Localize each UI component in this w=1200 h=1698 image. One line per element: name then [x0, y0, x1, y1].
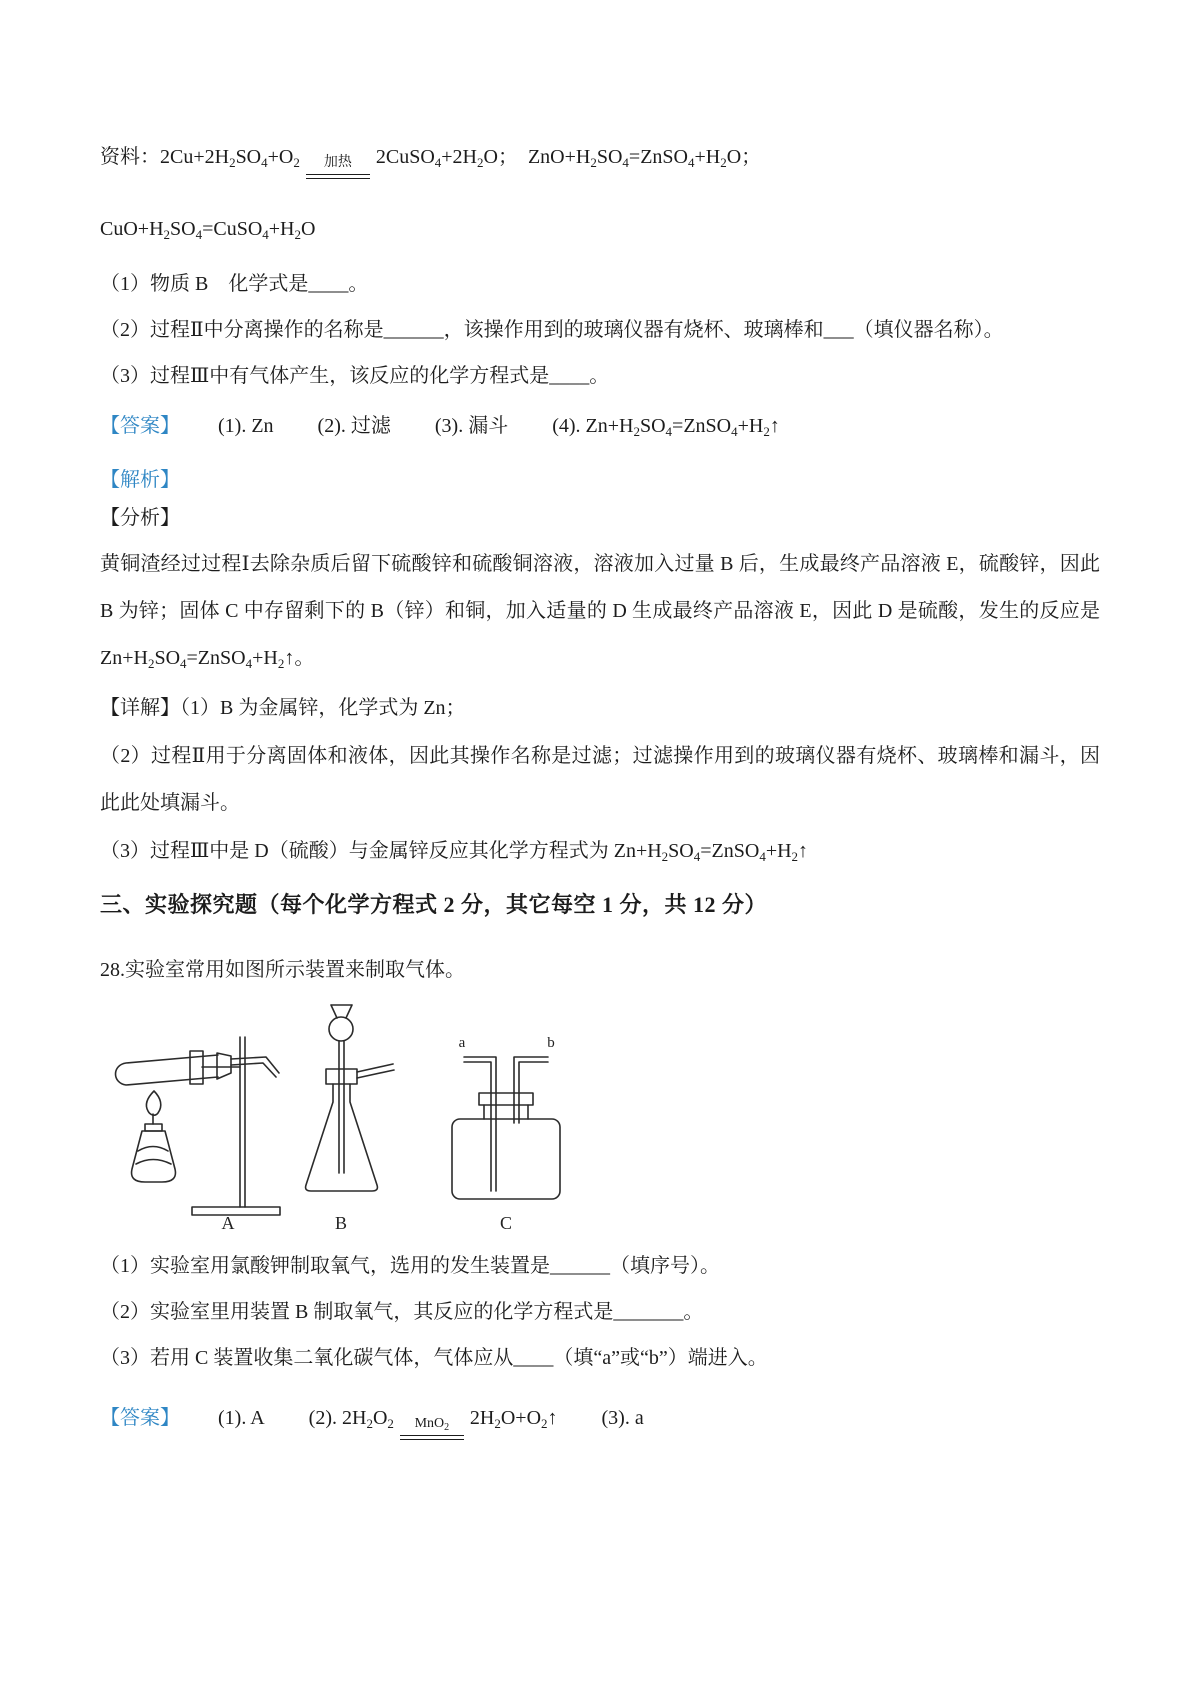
materials-equation-line: [100, 134, 1100, 180]
gas-bottle-stopper: [479, 1093, 533, 1105]
fenxi-label: 【分析】: [100, 507, 180, 529]
gas-bottle-body: [452, 1119, 560, 1199]
catalyst-condition-text: MnO$_2$: [414, 1416, 450, 1434]
port-a-label: a: [458, 1035, 466, 1052]
q28-stem: 28.实验室常用如图所示装置来制取气体。: [100, 959, 465, 982]
answer-item-2: [309, 1395, 558, 1441]
answer-item-1: (1). Zn: [218, 415, 274, 437]
q28-subquestion-1: （1）实验室用氯酸钾制取氧气，选用的发生装置是______（填序号）。: [100, 1255, 720, 1278]
fenxi-row: [100, 495, 1100, 541]
alcohol-lamp-body: [132, 1131, 176, 1182]
q28-answer-row: [100, 1395, 1100, 1441]
answer-item-1: (1). A: [218, 1407, 265, 1430]
apparatus-a: [116, 1037, 281, 1215]
jiexi-label: 【解析】: [100, 469, 180, 491]
flask-stopper: [326, 1069, 357, 1084]
q27-subquestion-3: （3）过程Ⅲ中有气体产生，该反应的化学方程式是____。: [100, 365, 610, 387]
q27-subquestion-1: （1）物质 B 化学式是____。: [100, 273, 369, 295]
q28-subquestion-2: （2）实验室里用装置 B 制取氧气，其反应的化学方程式是_______。: [100, 1301, 704, 1324]
answer-item-3: (3). a: [601, 1407, 644, 1430]
section-3-heading: 三、实验探究题（每个化学方程式 2 分，其它每空 1 分，共 12 分）: [100, 892, 768, 917]
equation-left: (2). $2H_2O_2$: [308, 1407, 394, 1432]
lamp-grain-line: [138, 1147, 168, 1152]
heated-equals-sign: [306, 155, 370, 179]
apparatus-c-label: C: [499, 1213, 513, 1234]
reaction-condition-text: 加热: [323, 155, 352, 170]
double-equals-line: [400, 1435, 464, 1440]
double-equals-line: [306, 174, 370, 179]
answer-item-2: (2). 过滤: [317, 415, 391, 437]
detail-paragraph-3: （3）过程Ⅲ中是 D（硫酸）与金属锌反应其化学方程式为 $Zn+H_2SO_4=ZnSO_4+H_2↑$: [100, 840, 809, 864]
mno2-equals-sign: [400, 1416, 464, 1440]
lamp-cap: [145, 1124, 162, 1131]
q28-subquestion-3: （3）若用 C 装置收集二氧化碳气体，气体应从____（填“a”或“b”）端进入。: [100, 1347, 768, 1370]
iron-stand-base: [192, 1207, 280, 1215]
lamp-grain-line: [136, 1160, 171, 1165]
answer-item-4: (4). $Zn+H_2SO_4=ZnSO_4+H_2↑$: [552, 415, 780, 439]
detail-paragraph-1: 【详解】（1）B 为金属锌，化学式为 Zn；: [100, 697, 466, 719]
thistle-funnel-mouth: [331, 1005, 352, 1018]
answer-item-3: (3). 漏斗: [434, 415, 509, 437]
materials-equation-suffix: $2CuSO_4+2H_2O$； $ZnO+H_2SO_4=ZnSO_4+H_2O$；: [375, 146, 762, 170]
detail-paragraph-2: （2）过程Ⅱ用于分离固体和液体，因此其操作名称是过滤；过滤操作用到的玻璃仪器有烧杯、玻璃棒和漏斗，因此此处填漏斗。: [100, 745, 1100, 814]
flame: [146, 1091, 160, 1115]
test-tube-stopper: [217, 1053, 231, 1079]
answer-label: 【答案】: [100, 1407, 180, 1430]
apparatus-figure-svg: [100, 1001, 620, 1233]
thistle-funnel-bulb: [329, 1017, 353, 1041]
equation-right: $2H_2O+O_2↑$: [469, 1407, 558, 1432]
apparatus-c: [452, 1057, 560, 1199]
equation-cuo: $CuO+H_2SO_4=CuSO_4+H_2O$: [100, 218, 316, 242]
analysis-paragraph: 黄铜渣经过过程Ⅰ去除杂质后留下硫酸锌和硫酸铜溶液，溶液加入过量 B 后，生成最终产品溶液 E，硫酸锌，因此 B 为锌；固体 C 中存留剩下的 B（锌）和铜，加入适量的 D 生成最终产品溶液 E，因此 D 是硫酸，发生的反应是 $Zn+H_2SO_4=ZnSO_4+H_2↑$。: [100, 553, 1100, 671]
apparatus-figure: [100, 1001, 1100, 1239]
materials-equation-prefix: 资料：$2Cu+2H_2SO_4+O_2$: [100, 146, 300, 170]
answer-label: 【答案】: [100, 415, 180, 437]
port-b-label: b: [547, 1035, 555, 1052]
apparatus-b: [306, 1005, 394, 1191]
apparatus-b-label: B: [334, 1213, 348, 1234]
conical-flask: [306, 1084, 378, 1191]
q27-answer-row: [100, 403, 1100, 449]
q27-subquestion-2: （2）过程Ⅱ中分离操作的名称是______，该操作用到的玻璃仪器有烧杯、玻璃棒和___（填仪器名称）。: [100, 319, 1004, 341]
apparatus-a-label: A: [221, 1213, 235, 1234]
